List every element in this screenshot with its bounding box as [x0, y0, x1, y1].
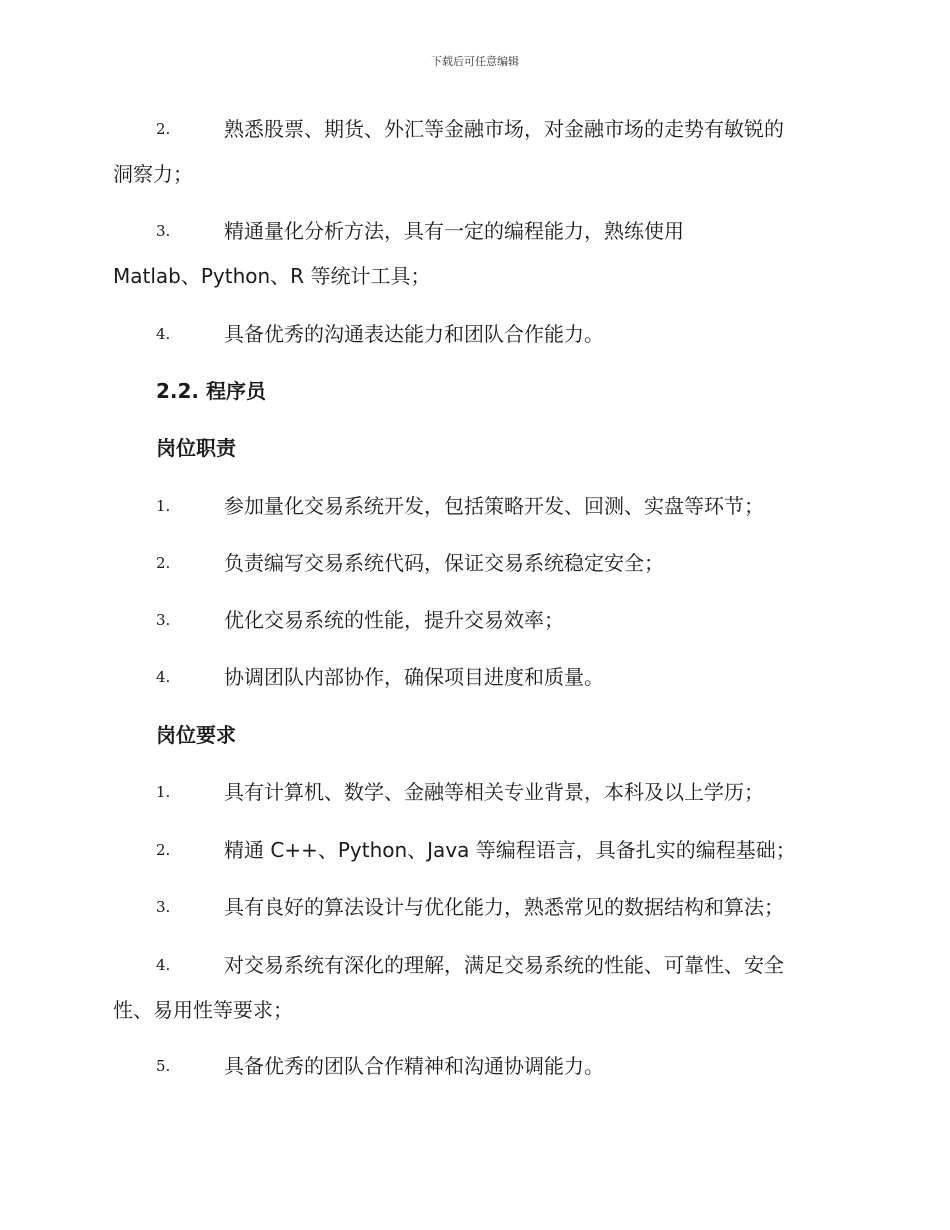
list-text: 优化交易系统的性能，提升交易效率；	[224, 608, 564, 632]
list-number: 3.	[156, 222, 171, 240]
list-text: 具有良好的算法设计与优化能力，熟悉常见的数据结构和算法；	[224, 895, 784, 919]
list-text-continued: 洞察力；	[113, 162, 193, 186]
page-header: 下载后可任意编辑	[431, 55, 519, 68]
list-number: 2.	[156, 841, 171, 859]
list-number: 4.	[156, 668, 171, 686]
list-text: 熟悉股票、期货、外汇等金融市场，对金融市场的走势有敏锐的	[224, 117, 784, 141]
list-number: 4.	[156, 956, 171, 974]
list-text: 具备优秀的团队合作精神和沟通协调能力。	[224, 1054, 604, 1078]
list-number: 1.	[156, 497, 171, 515]
list-number: 1.	[156, 783, 171, 801]
section-title: 2.2. 程序员	[156, 379, 266, 403]
list-text: 参加量化交易系统开发，包括策略开发、回测、实盘等环节；	[224, 494, 764, 518]
list-text-continued: Matlab、Python、R 等统计工具；	[113, 264, 431, 288]
list-number: 3.	[156, 611, 171, 629]
requirements-heading: 岗位要求	[156, 723, 236, 747]
list-number: 3.	[156, 898, 171, 916]
list-text: 具有计算机、数学、金融等相关专业背景，本科及以上学历；	[224, 780, 764, 804]
list-number: 2.	[156, 120, 171, 138]
list-number: 2.	[156, 554, 171, 572]
list-text-continued: 性、易用性等要求；	[113, 998, 293, 1022]
list-text: 精通 C++、Python、Java 等编程语言，具备扎实的编程基础；	[224, 838, 796, 862]
list-text: 精通量化分析方法，具有一定的编程能力，熟练使用	[224, 219, 684, 243]
list-number: 5.	[156, 1057, 171, 1075]
list-text: 具备优秀的沟通表达能力和团队合作能力。	[224, 322, 604, 346]
list-number: 4.	[156, 325, 171, 343]
list-text: 负责编写交易系统代码，保证交易系统稳定安全；	[224, 551, 664, 575]
list-text: 对交易系统有深化的理解，满足交易系统的性能、可靠性、安全	[224, 953, 784, 977]
duties-heading: 岗位职责	[156, 436, 236, 460]
list-text: 协调团队内部协作，确保项目进度和质量。	[224, 665, 604, 689]
